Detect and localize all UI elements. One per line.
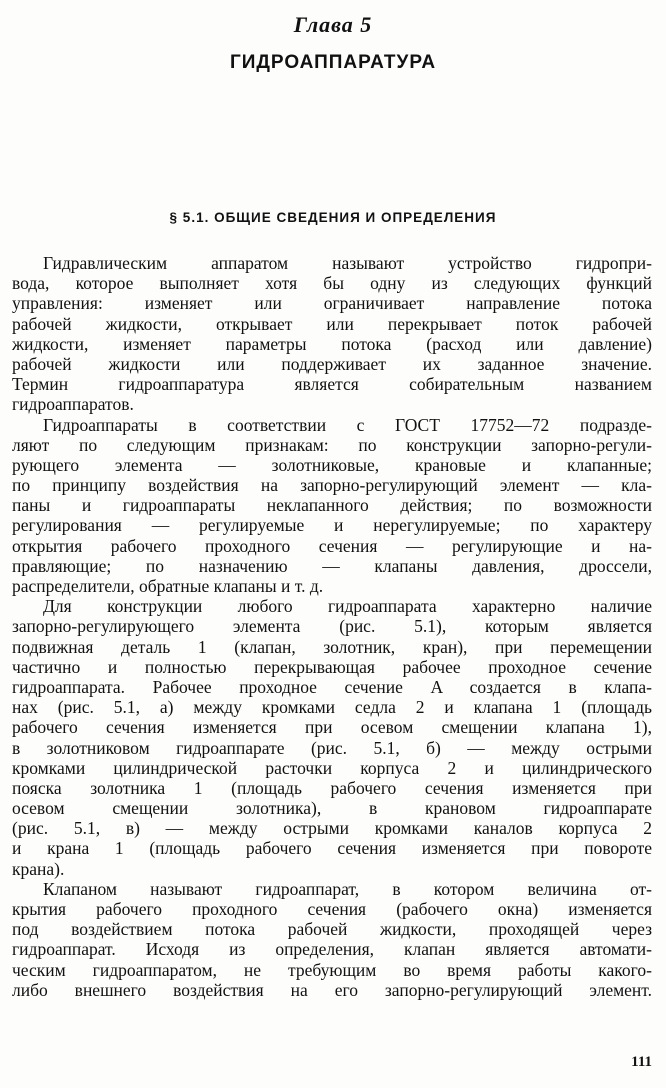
text-line: (рис. 5.1, в) — между острыми кромками каналов корпуса 2 <box>12 818 652 839</box>
text-line: открытия рабочего проходного сечения — регулирующие и на- <box>12 535 652 556</box>
text-line: подвижная деталь 1 (клапан, золотник, кран), при перемещении <box>12 636 652 657</box>
text-line: запорно-регулирующего элемента (рис. 5.1), которым является <box>12 616 652 637</box>
text-line: распределители, обратные клапаны и т. д. <box>12 576 324 596</box>
text-line: Для конструкции любого гидроаппарата характерно наличие <box>43 596 652 617</box>
text-line: и крана 1 (площадь рабочего сечения изменяется при повороте <box>12 838 652 859</box>
chapter-title: ГИДРОАППАРАТУРА <box>229 52 437 73</box>
text-line: Клапаном называют гидроаппарат, в котором величина от- <box>43 878 652 899</box>
text-line: по принципу воздействия на запорно-регулирующий элемент — кла- <box>12 475 652 496</box>
text-line: управления: изменяет или ограничивает направление потока <box>12 293 652 314</box>
text-line: Гидравлическим аппаратом называют устройство гидропри- <box>43 253 652 273</box>
text-line: Термин гидроаппаратура является собирательным названием <box>12 374 652 395</box>
section-heading: § 5.1. ОБЩИЕ СВЕДЕНИЯ И ОПРЕДЕЛЕНИЯ <box>169 210 497 225</box>
body-text <box>12 253 652 1000</box>
text-line: регулирования — регулируемые и нерегулируемые; по характеру <box>12 515 652 536</box>
text-line: в золотниковом гидроаппарате (рис. 5.1, б) — между острыми <box>12 737 652 758</box>
text-line: крытия рабочего проходного сечения (рабочего окна) изменяется <box>12 899 652 919</box>
text-line: осевом смещении золотника), в крановом гидроаппарате <box>12 798 652 819</box>
text-line: частично и полностью перекрывающая рабочее проходное сечение <box>12 656 652 677</box>
text-line: вода, которое выполняет хотя бы одну из следующих функций <box>12 273 652 294</box>
chapter-label: Глава 5 <box>293 12 373 37</box>
text-line: правляющие; по назначению — клапаны давления, дроссели, <box>12 555 652 576</box>
text-line: под воздействием потока рабочей жидкости, проходящей через <box>12 919 652 940</box>
text-line: ляют по следующим признакам: по конструкции запорно-регули- <box>12 434 652 455</box>
text-line: кромками цилиндрической расточки корпуса 2 и цилиндрического <box>12 757 652 778</box>
text-line: рабочего сечения изменяется при осевом смещении клапана 1), <box>12 717 652 738</box>
text-line: гидроаппарат. Исходя из определения, клапан является автомати- <box>12 939 652 960</box>
text-line: жидкости, изменяет параметры потока (расход или давление) <box>12 333 652 354</box>
text-line: рабочей жидкости, открывает или перекрывает поток рабочей <box>12 313 652 334</box>
text-line: крана). <box>12 858 65 879</box>
text-line: гидроаппаратов. <box>12 394 134 415</box>
text-line: гидроаппарата. Рабочее проходное сечение A создается в клапа- <box>12 676 652 697</box>
text-line: ческим гидроаппаратом, не требующим во время работы какого- <box>12 959 652 980</box>
text-line: либо внешнего воздействия на его запорно-регулирующий элемент. <box>12 979 652 1000</box>
text-line: рующего элемента — золотниковые, крановые и клапанные; <box>12 454 652 475</box>
text-line: Гидроаппараты в соответствии с ГОСТ 17752—72 подразде- <box>43 414 652 435</box>
text-line: пояска золотника 1 (площадь рабочего сечения изменяется при <box>12 777 652 798</box>
page-number: 111 <box>631 1054 652 1070</box>
text-line: паны и гидроаппараты неклапанного действия; по возможности <box>12 495 652 516</box>
text-line: нах (рис. 5.1, а) между кромками седла 2 и клапана 1 (площадь <box>12 697 652 718</box>
text-line: рабочей жидкости или поддерживает их заданное значение. <box>12 353 652 374</box>
